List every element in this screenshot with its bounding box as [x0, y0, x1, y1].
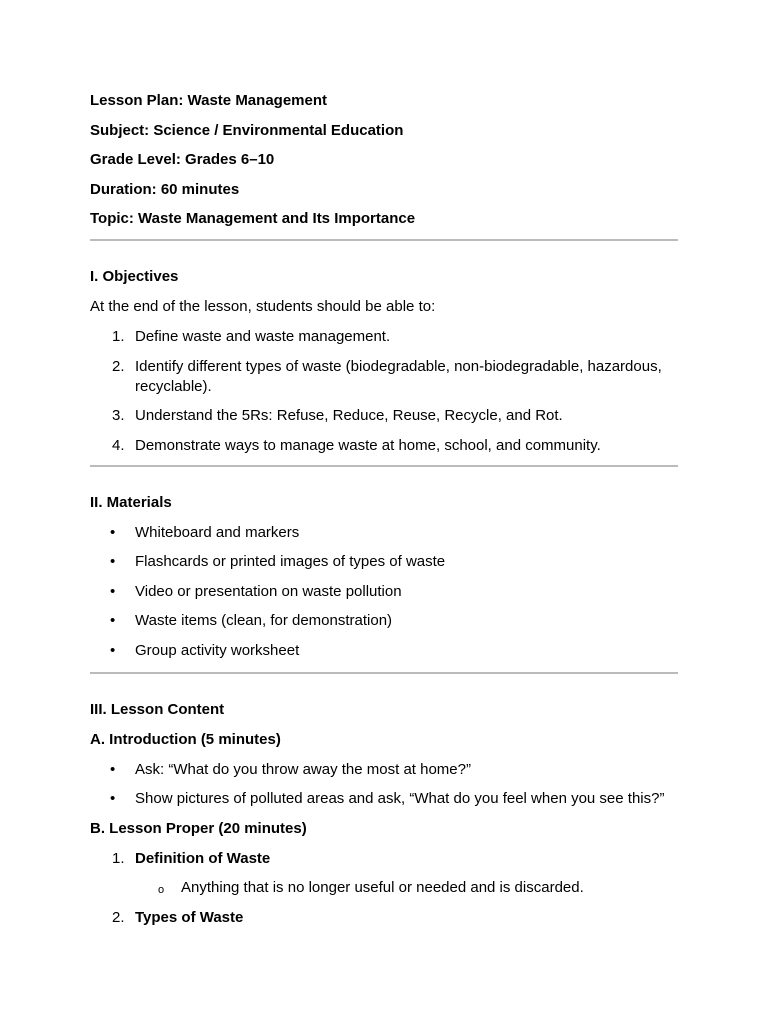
bullet-icon: •: [110, 582, 116, 600]
introduction-title: A. Introduction (5 minutes): [90, 730, 281, 748]
list-item: [90, 878, 678, 898]
objectives-intro: At the end of the lesson, students should be able to:: [90, 298, 436, 315]
material-text: Whiteboard and markers: [135, 523, 300, 541]
lesson-proper-list: [90, 849, 678, 869]
list-item: [90, 641, 678, 661]
introduction-list: [90, 760, 678, 810]
list-item: [90, 327, 678, 347]
grade-level-line: Grade Level: Grades 6–10: [90, 151, 275, 168]
list-number: 2.: [112, 357, 125, 375]
list-item: [90, 523, 678, 543]
list-number: 3.: [112, 407, 125, 424]
objective-text: Demonstrate ways to manage waste at home, school, and community.: [135, 436, 601, 454]
materials-list: [90, 523, 678, 661]
list-item: [90, 611, 678, 631]
lesson-proper-item-label: Types of Waste: [135, 908, 244, 926]
lesson-content-title: III. Lesson Content: [90, 700, 225, 718]
lesson-proper-list-continued: [90, 908, 678, 928]
objectives-list: [90, 327, 678, 456]
materials-title: II. Materials: [90, 493, 172, 511]
section-divider: [90, 239, 678, 241]
material-text: Group activity worksheet: [135, 641, 300, 659]
material-text: Video or presentation on waste pollution: [135, 582, 402, 600]
bullet-icon: •: [110, 523, 116, 541]
list-number: 1.: [112, 328, 125, 345]
list-item: [90, 357, 678, 397]
bullet-icon: •: [110, 553, 116, 570]
list-item: [90, 552, 678, 572]
list-item: [90, 849, 678, 869]
list-item: [90, 582, 678, 602]
objective-text: Understand the 5Rs: Refuse, Reduce, Reuse, Recycle, and Rot.: [135, 407, 563, 424]
topic-line: Topic: Waste Management and Its Importance: [90, 210, 416, 227]
lesson-proper-item-label: Definition of Waste: [135, 849, 271, 867]
bullet-icon: •: [110, 790, 116, 807]
list-item: [90, 908, 678, 928]
list-number: 4.: [112, 436, 125, 454]
section-divider: [90, 465, 678, 467]
lesson-plan-title: Lesson Plan: Waste Management: [90, 92, 327, 109]
list-number: 1.: [112, 849, 125, 867]
circle-bullet-icon: o: [158, 884, 165, 896]
list-number: 2.: [112, 908, 125, 926]
introduction-text: Ask: “What do you throw away the most at home?”: [135, 760, 471, 778]
list-item: [90, 436, 678, 456]
definition-text: Anything that is no longer useful or needed and is discarded.: [181, 879, 584, 896]
material-text: Flashcards or printed images of types of waste: [135, 553, 446, 570]
objective-text: Define waste and waste management.: [135, 328, 391, 345]
material-text: Waste items (clean, for demonstration): [135, 612, 393, 629]
subject-line: Subject: Science / Environmental Education: [90, 121, 404, 139]
introduction-text: Show pictures of polluted areas and ask, “What do you feel when you see this?”: [135, 790, 665, 807]
duration-line: Duration: 60 minutes: [90, 180, 240, 198]
bullet-icon: •: [110, 760, 116, 778]
bullet-icon: •: [110, 612, 116, 629]
list-item: [90, 406, 678, 426]
document-page: [90, 91, 678, 937]
list-item: [90, 789, 678, 809]
definition-sublist: [90, 878, 678, 898]
lesson-proper-title: B. Lesson Proper (20 minutes): [90, 819, 307, 837]
list-item: [90, 760, 678, 780]
objective-text: Identify different types of waste (biodegradable, non-biodegradable, hazardous, recyclable).: [135, 357, 662, 395]
bullet-icon: •: [110, 641, 116, 659]
objectives-title: I. Objectives: [90, 268, 179, 285]
section-divider: [90, 672, 678, 674]
